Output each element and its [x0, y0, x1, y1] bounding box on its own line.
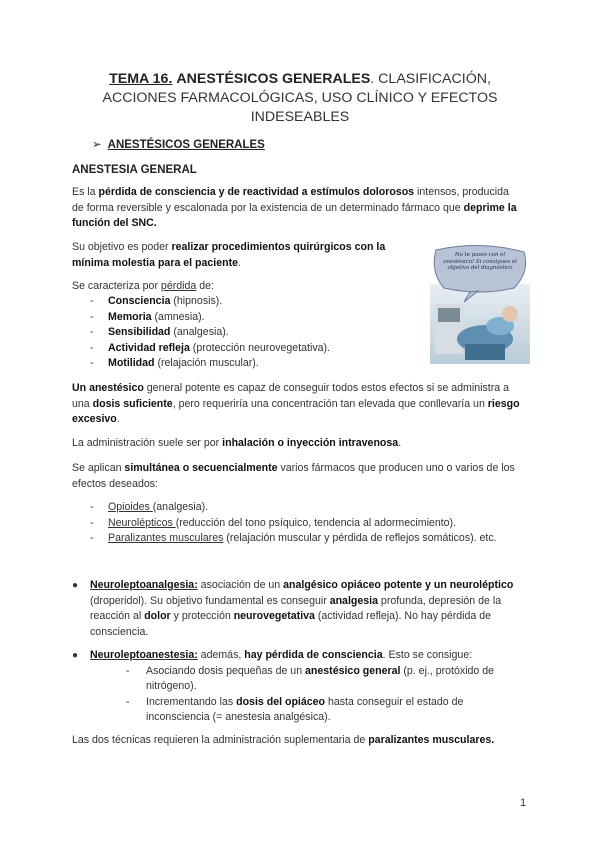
page-title	[70, 70, 530, 127]
bold-text: analgésico opiáceo potente y un neuroléptico	[283, 579, 514, 591]
sub-list-item	[126, 664, 520, 695]
text: , pero requeriría una concentración tan elevada que conllevaría un	[172, 397, 488, 410]
bullet-dot-icon: ●	[72, 580, 79, 591]
desc: (protección neurovegetativa).	[189, 341, 330, 354]
text: Las dos técnicas requieren la administración suplementaria de	[72, 734, 369, 746]
term: Neurolépticos	[108, 516, 176, 529]
paragraph-objective	[72, 240, 417, 271]
title-line3: INDESEABLES	[250, 109, 350, 125]
text: Su objetivo es poder	[72, 241, 172, 253]
text: Es la	[72, 186, 99, 198]
paragraph-characteristics	[72, 279, 372, 295]
section-heading-text: ANESTÉSICOS GENERALES	[107, 139, 265, 151]
term: Memoria	[108, 310, 152, 323]
paragraph-potent-anesthetic	[72, 381, 524, 428]
list-item	[90, 341, 410, 357]
bold-text: analgesia	[329, 594, 378, 607]
table-shape	[465, 344, 505, 360]
text: profunda, depresión de la reacción al	[90, 594, 502, 622]
text: (p. ej., protóxido de nitrógeno).	[146, 664, 495, 692]
arrow-bullet-icon: ➢	[92, 139, 102, 151]
paragraph-definition	[72, 185, 522, 232]
paragraph-simultaneous	[72, 461, 524, 492]
list-item	[90, 516, 530, 532]
text: asociación de un	[197, 579, 284, 591]
title-line2: ACCIONES FARMACOLÓGICAS, USO CLÍNICO Y EFECTOS	[102, 90, 498, 106]
bold-text: hay pérdida de consciencia	[244, 649, 383, 661]
bold-text: dosis suficiente	[92, 397, 173, 410]
text: Incrementando las	[146, 695, 237, 708]
subheading: ANESTESIA GENERAL	[72, 164, 197, 176]
text: .	[116, 413, 120, 425]
desc: (relajación muscular y pérdida de reflejos somáticos). etc.	[223, 532, 497, 544]
desc: (analgesia).	[152, 501, 209, 513]
bold-text: simultánea o secuencialmente	[124, 462, 278, 474]
term: Motilidad	[108, 357, 155, 369]
text: varios fármacos que producen uno o varios de los efectos deseados:	[72, 462, 515, 490]
bold-text: Un anestésico	[72, 382, 144, 394]
text: Asociando dosis pequeñas de un	[146, 664, 306, 677]
term: Consciencia	[108, 295, 171, 307]
text: Se aplican	[72, 462, 125, 474]
head-shape	[502, 306, 518, 322]
bold-text: anestésico general	[305, 664, 401, 677]
illustration-svg	[430, 244, 530, 364]
term: Opioides	[108, 501, 153, 513]
features-list	[90, 294, 410, 372]
desc: (relajación muscular).	[154, 357, 259, 369]
bullet-dot-icon: ●	[72, 650, 79, 661]
desc: (reducción del tono psíquico, tendencia al adormecimiento).	[175, 516, 457, 529]
list-item	[90, 531, 530, 547]
list-item	[90, 325, 410, 341]
paragraph-administration	[72, 436, 524, 452]
bold-text: pérdida de consciencia y de reactividad a estímulos dolorosos	[98, 186, 415, 198]
text: general potente es capaz de conseguir todos estos efectos si se administra a una	[72, 382, 509, 410]
bubble-text: No te pases con el anestésico! Si consigues el objetivo del diagnóstico	[443, 252, 517, 272]
bold-text: paralizantes musculares.	[368, 734, 495, 746]
list-item	[90, 294, 410, 310]
bullet-neuroleptoanestesia	[72, 648, 520, 726]
bold-text: neurovegetativa	[233, 610, 315, 622]
text: de:	[196, 280, 214, 292]
sub-list	[126, 664, 520, 726]
bold-text: inhalación o inyección intravenosa	[222, 437, 399, 449]
section-heading	[92, 137, 265, 151]
bold-text: dosis del opiáceo	[236, 695, 326, 708]
text: . Esto se consigue:	[382, 649, 473, 661]
paragraph-conclusion	[72, 733, 532, 749]
desc: (analgesia).	[170, 326, 229, 338]
title-main: ANESTÉSICOS GENERALES	[176, 71, 371, 87]
page-number: 1	[520, 797, 527, 809]
anesthesia-illustration	[430, 244, 530, 364]
text: Se caracteriza por	[72, 280, 161, 292]
text: y protección	[170, 610, 234, 622]
monitor-screen	[438, 308, 460, 322]
list-item	[90, 500, 530, 516]
term: Sensibilidad	[108, 326, 171, 338]
desc: (amnesia).	[151, 310, 205, 323]
text: (droperidol). Su objetivo fundamental es conseguir	[90, 594, 330, 607]
text: La administración suele ser por	[72, 437, 223, 449]
bold-term: Neuroleptoanestesia:	[90, 649, 198, 661]
bold-text: dolor	[144, 610, 171, 622]
bold-text: riesgo excesivo	[72, 397, 520, 425]
sub-list-item	[126, 695, 520, 726]
text: .	[398, 437, 402, 449]
drugs-list	[90, 500, 530, 547]
text: además,	[197, 649, 245, 661]
title-number: TEMA 16.	[109, 71, 173, 87]
term: Actividad refleja	[108, 341, 190, 354]
title-rest: . CLASIFICACIÓN,	[370, 71, 491, 87]
list-item	[90, 356, 410, 372]
bullet-neuroleptoanalgesia	[72, 578, 520, 640]
text: .	[238, 256, 241, 269]
term: Paralizantes musculares	[108, 532, 224, 544]
bold-text: realizar procedimientos quirúrgicos con la mínima molestia para el paciente	[72, 241, 386, 269]
desc: (hipnosis).	[170, 295, 223, 307]
bold-text: deprime la función del SNC.	[72, 201, 517, 229]
bold-term: Neuroleptoanalgesia:	[90, 579, 198, 591]
list-item	[90, 310, 410, 326]
text: intensos, producida de forma reversible y escalonada por la existencia de un determinado fármaco que	[72, 186, 509, 214]
text: (actividad refleja). No hay pérdida de consciencia.	[90, 610, 492, 638]
underlined-text: pérdida	[160, 280, 197, 292]
text: hasta conseguir el estado de inconsciencia (= anestesia analgésica).	[146, 695, 464, 723]
